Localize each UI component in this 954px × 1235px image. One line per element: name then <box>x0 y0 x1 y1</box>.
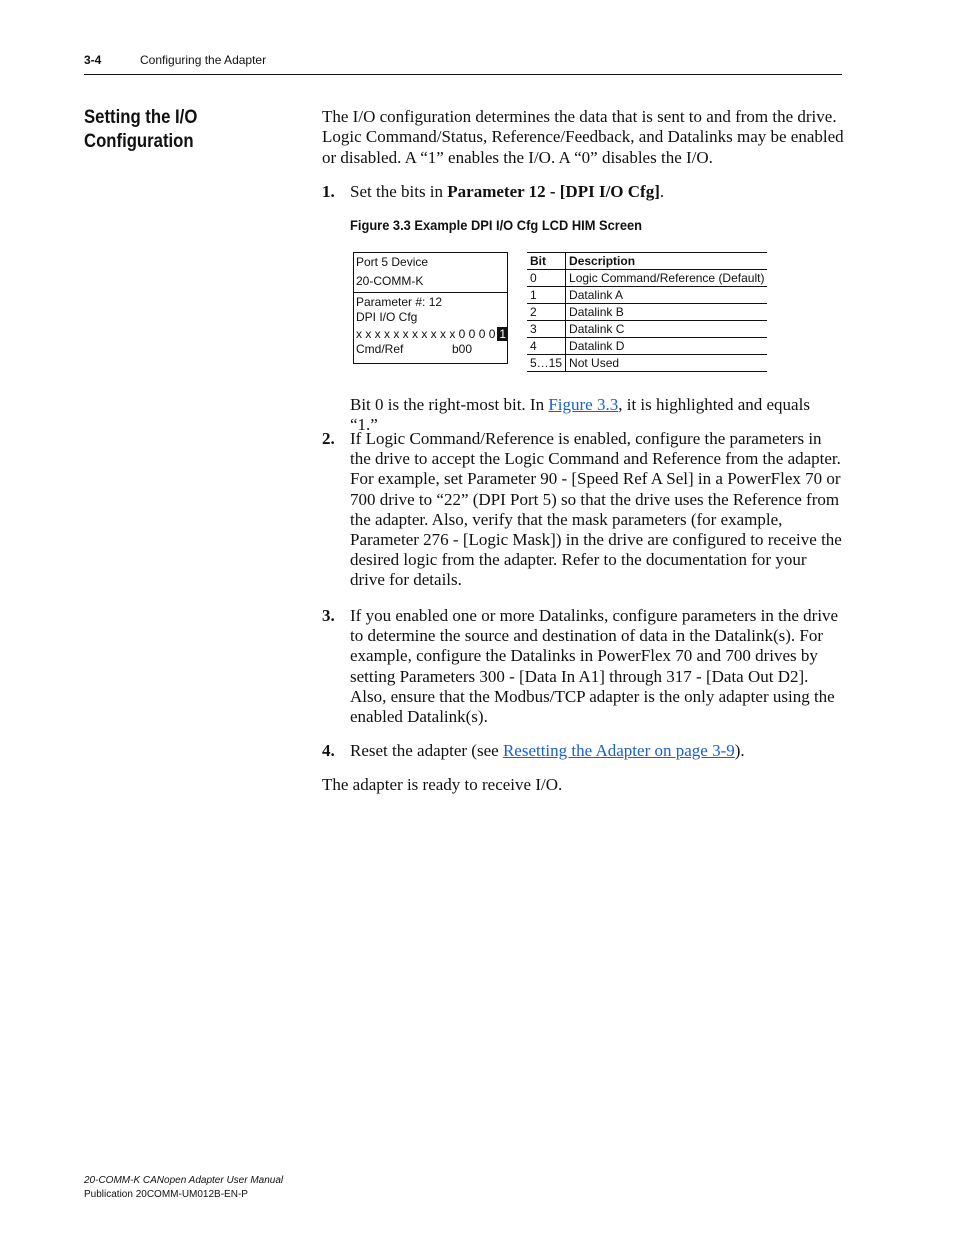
step-2-text: If Logic Command/Reference is enabled, configure the parameters in the drive to accept the Logic Command and Reference from the adapter. For example, set Parameter 90 - [Speed Ref A Sel] in a PowerFlex 70 or 700 drive to “22” (DPI Port 5) so that the drive uses the Reference from the adapter. Also, verify that the mask parameters (for example, Parameter 276 - [Logic Mask]) in the drive are configured to receive the desired logic from the adapter. Refer to the documentation for your drive for details. <box>350 429 842 590</box>
lcd-bits: x x x x x x x x x x x 0 0 0 0 <box>356 327 496 341</box>
column-header-description: Description <box>566 253 768 270</box>
resetting-adapter-link[interactable]: Resetting the Adapter on page 3-9 <box>502 741 735 760</box>
page-number: 3-4 <box>84 53 102 67</box>
table-row <box>527 321 767 338</box>
table-row <box>527 270 767 287</box>
footer-publication: Publication 20COMM-UM012B-EN-P <box>84 1189 248 1200</box>
chapter-title: Configuring the Adapter <box>140 53 267 67</box>
description-cell: Datalink D <box>566 338 768 355</box>
bit-cell: 4 <box>527 338 566 355</box>
step-4-text <box>350 741 842 761</box>
bit-cell: 0 <box>527 270 566 287</box>
closing-text: The adapter is ready to receive I/O. <box>322 775 563 794</box>
step-3-number: 3. <box>322 606 335 625</box>
bit-cell: 1 <box>527 287 566 304</box>
table-row <box>527 304 767 321</box>
step-1-text <box>350 182 842 202</box>
step-1-text-before: Set the bits in <box>350 182 448 201</box>
step-2-number: 2. <box>322 429 335 448</box>
lcd-divider <box>354 292 507 293</box>
step-3-text: If you enabled one or more Datalinks, configure parameters in the drive to determine the source and destination of data in the Datalink(s). For example, configure the Datalinks in PowerFlex 70 and 700 drives by setting Parameters 300 - [Data In A1] through 317 - [Data Out D2]. Also, ensure that the Modbus/TCP adapter is the only adapter using the enabled Datalink(s). <box>350 606 839 727</box>
column-header-bit: Bit <box>527 253 566 270</box>
header-rule <box>84 74 842 75</box>
note-text-before: Bit 0 is the right-most bit. In <box>350 395 549 414</box>
step-1-parameter: Parameter 12 - [DPI I/O Cfg] <box>447 182 660 201</box>
lcd-line-port: Port 5 Device <box>356 255 429 269</box>
figure-3-3-link[interactable]: Figure 3.3 <box>548 395 619 414</box>
bit-description-table <box>527 252 767 372</box>
step-1-number: 1. <box>322 182 335 201</box>
table-row <box>527 355 767 372</box>
step-4-text-before: Reset the adapter (see <box>350 741 503 760</box>
description-cell: Datalink C <box>566 321 768 338</box>
step-4-number: 4. <box>322 741 335 760</box>
description-cell: Datalink A <box>566 287 768 304</box>
table-header-row <box>527 253 767 270</box>
lcd-bottom-label: Cmd/Ref <box>356 342 404 356</box>
figure-caption: Figure 3.3 Example DPI I/O Cfg LCD HIM Screen <box>350 217 643 233</box>
section-heading: Setting the I/O Configuration <box>84 107 198 152</box>
bit-cell: 3 <box>527 321 566 338</box>
lcd-line-param-name: DPI I/O Cfg <box>356 310 418 324</box>
lcd-him-screen <box>353 252 508 364</box>
description-cell: Logic Command/Reference (Default) <box>566 270 768 287</box>
step-4-text-after: ). <box>734 741 745 760</box>
bit-cell: 5…15 <box>527 355 566 372</box>
table-row <box>527 338 767 355</box>
table-row <box>527 287 767 304</box>
intro-paragraph: The I/O configuration determines the data that is sent to and from the drive. Logic Command/Status, Reference/Feedback, and Datalinks may be enabled or disabled. A “1” enables the I/O. A “0” disables the I/O. <box>322 107 844 167</box>
note-text-after: , it is highlighted and equals “1.” <box>350 395 810 435</box>
bit-cell: 2 <box>527 304 566 321</box>
lcd-bit-row <box>356 327 508 341</box>
lcd-line-device: 20-COMM-K <box>356 274 424 288</box>
lcd-line-parameter: Parameter #: 12 <box>356 295 443 309</box>
lcd-highlighted-bit: 1 <box>499 327 507 341</box>
footer-manual-title: 20-COMM-K CANopen Adapter User Manual <box>84 1175 284 1186</box>
step-1-text-after: . <box>659 182 665 201</box>
description-cell: Datalink B <box>566 304 768 321</box>
lcd-bottom-value: b00 <box>452 342 473 356</box>
description-cell: Not Used <box>566 355 768 372</box>
